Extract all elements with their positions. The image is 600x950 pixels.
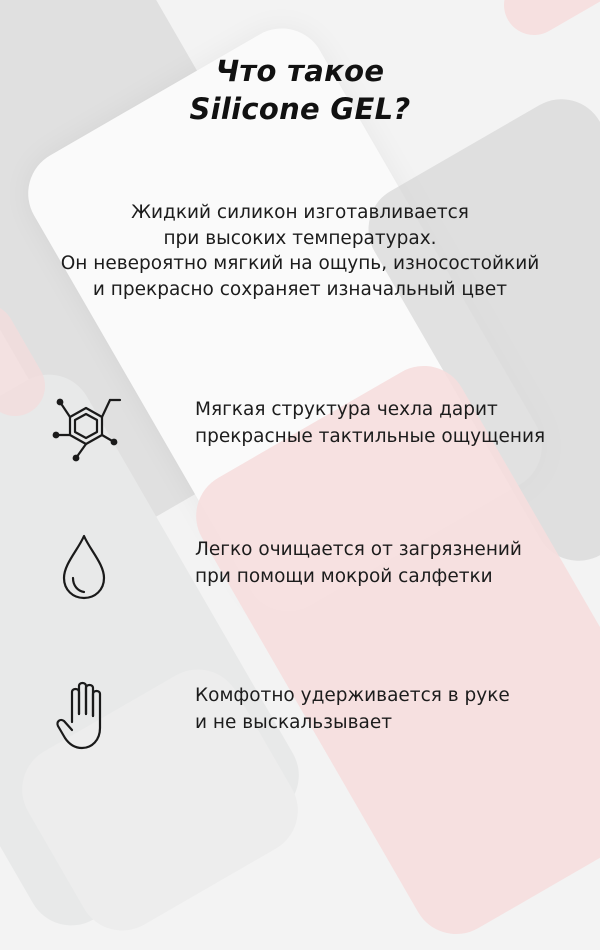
feature-easy-clean bbox=[0, 536, 600, 616]
intro-line: при высоких температурах. bbox=[163, 227, 437, 249]
feature-line: и не выскальзывает bbox=[195, 712, 393, 733]
title-line-2: Silicone GEL? bbox=[189, 92, 411, 126]
water-drop-icon bbox=[48, 532, 124, 612]
intro-line: Он невероятно мягкий на ощупь, износостойкий bbox=[60, 253, 540, 274]
page-title bbox=[0, 52, 600, 128]
phone-case-pink-top bbox=[493, 0, 600, 46]
feature-line: при помощи мокрой салфетки bbox=[195, 566, 493, 587]
feature-grip bbox=[0, 682, 600, 762]
intro-text bbox=[0, 200, 600, 302]
intro-line: и прекрасно сохраняет изначальный цвет bbox=[92, 278, 508, 300]
feature-line: Легко очищается от загрязнений bbox=[195, 539, 522, 560]
feature-text bbox=[195, 682, 510, 736]
feature-text bbox=[195, 396, 545, 450]
molecule-icon bbox=[48, 390, 124, 470]
feature-text bbox=[195, 536, 522, 590]
title-line-1: Что такое bbox=[215, 54, 385, 88]
feature-line: Комфотно удерживается в руке bbox=[195, 685, 510, 706]
feature-soft-structure bbox=[0, 396, 600, 476]
hand-icon bbox=[48, 678, 124, 758]
feature-line: прекрасные тактильные ощущения bbox=[195, 426, 546, 447]
feature-line: Мягкая структура чехла дарит bbox=[195, 399, 498, 420]
intro-line: Жидкий силикон изготавливается bbox=[131, 202, 469, 223]
